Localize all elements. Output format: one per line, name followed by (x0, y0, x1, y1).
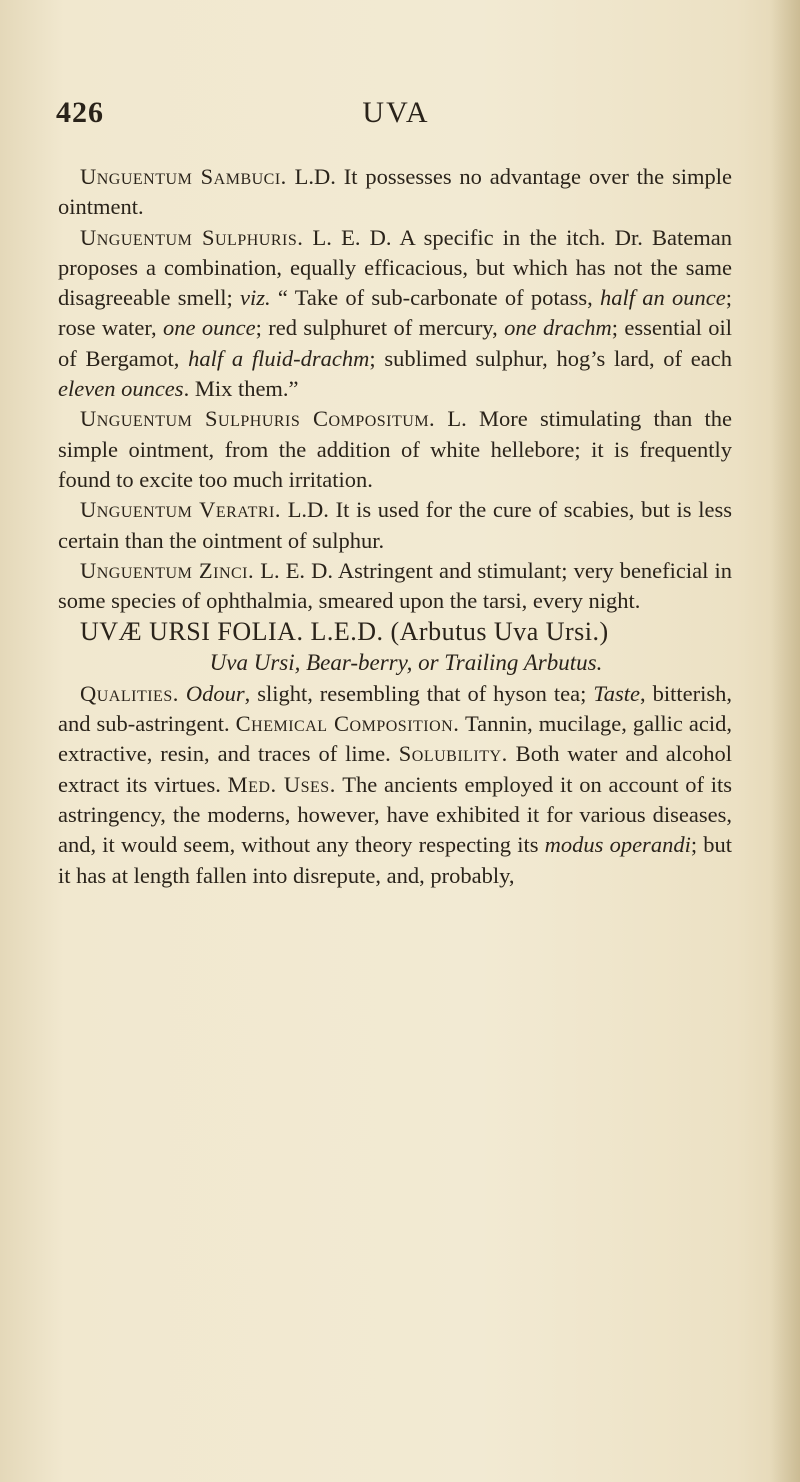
modus-operandi: modus operandi (544, 832, 691, 858)
entry-term: Unguentum Veratri. (80, 497, 281, 523)
page-edge-shadow (770, 0, 800, 1482)
section-subheading: Uva Ursi, Bear-berry, or Trailing Arbutus. (209, 650, 603, 676)
entry-unguentum-sulphuris (58, 223, 732, 405)
odour-text: , slight, resembling that of hyson tea; (244, 680, 594, 706)
entry-quantity: one ounce (162, 315, 256, 341)
entry-text: L.D. It possesses no advantage over the simple ointment. (58, 164, 732, 220)
entry-unguentum-zinci (58, 556, 732, 617)
page-header (56, 96, 736, 136)
solubility-text: Both water and alcohol extract its virtues. (58, 741, 733, 797)
entry-term: Unguentum Sulphuris Compositum. (80, 406, 436, 432)
page-number: 426 (56, 96, 104, 129)
entry-text: L. More stimulating than the simple ointment, from the addition of white hellebore; it is frequently found to excite too much irritation. (58, 406, 732, 492)
entry-unguentum-veratri (58, 495, 732, 556)
entry-text: ; sublimed sulphur, hog’s lard, of each (369, 345, 732, 371)
entry-quantity: half a fluid-drachm (188, 345, 370, 371)
taste-text: , bitterish, and sub-astringent. (58, 680, 732, 737)
entry-quantity: half an ounce (599, 285, 726, 311)
taste-label: Taste (593, 680, 641, 706)
entry-text: . Mix them.” (183, 376, 299, 402)
entry-text: ; rose water, (58, 285, 732, 341)
medical-uses-text: ; but it has at length fallen into disrepute, and, probably, (58, 832, 732, 888)
entry-text: “ Take of sub-carbonate of potass, (270, 285, 600, 311)
odour-label: Odour (185, 680, 245, 706)
solubility-label: Solubility. (398, 741, 508, 767)
section-body (58, 679, 732, 891)
entry-text: L.D. It is used for the cure of scabies, but is less certain than the ointment of sulphur. (58, 497, 733, 553)
entry-quantity: eleven ounces (58, 376, 184, 402)
entry-term: Unguentum Sambuci. (80, 164, 287, 189)
entry-unguentum-sambuci (58, 162, 732, 223)
entry-term: Unguentum Sulphuris. (80, 224, 304, 250)
entry-text: L. E. D. A specific in the itch. Dr. Bateman proposes a combination, equally efficacious, but which has not the same disagreeable smell; (58, 224, 732, 311)
chemical-composition-label: Chemical Composition. (235, 711, 460, 737)
qualities-label: Qualities. (80, 680, 179, 706)
entry-text: ; essential oil of Bergamot, (58, 315, 732, 371)
medical-uses-label: Med. Uses. (227, 771, 336, 797)
entry-unguentum-sulphuris-compositum (58, 404, 732, 495)
medical-uses-text: The ancients employed it on account of its astringency, the moderns, however, have exhibited it for various diseases, and, it would seem, without any theory respecting its (58, 771, 733, 858)
entry-term: Unguentum Zinci. (80, 557, 255, 583)
entry-text-italic: viz. (239, 285, 271, 311)
entry-text: L. E. D. Astringent and stimulant; very beneficial in some species of ophthalmia, smeared upon the tarsi, every night. (58, 557, 732, 614)
entry-quantity: one drachm (504, 315, 612, 341)
entry-text: ; red sulphuret of mercury, (255, 315, 505, 341)
section-heading: UVÆ URSI FOLIA. L.E.D. (Arbutus Uva Ursi.) (80, 617, 609, 647)
body-text (58, 162, 732, 891)
running-head: UVA (362, 96, 430, 129)
chemical-composition-text: Tannin, mucilage, gallic acid, extractive, resin, and traces of lime. (58, 711, 732, 767)
